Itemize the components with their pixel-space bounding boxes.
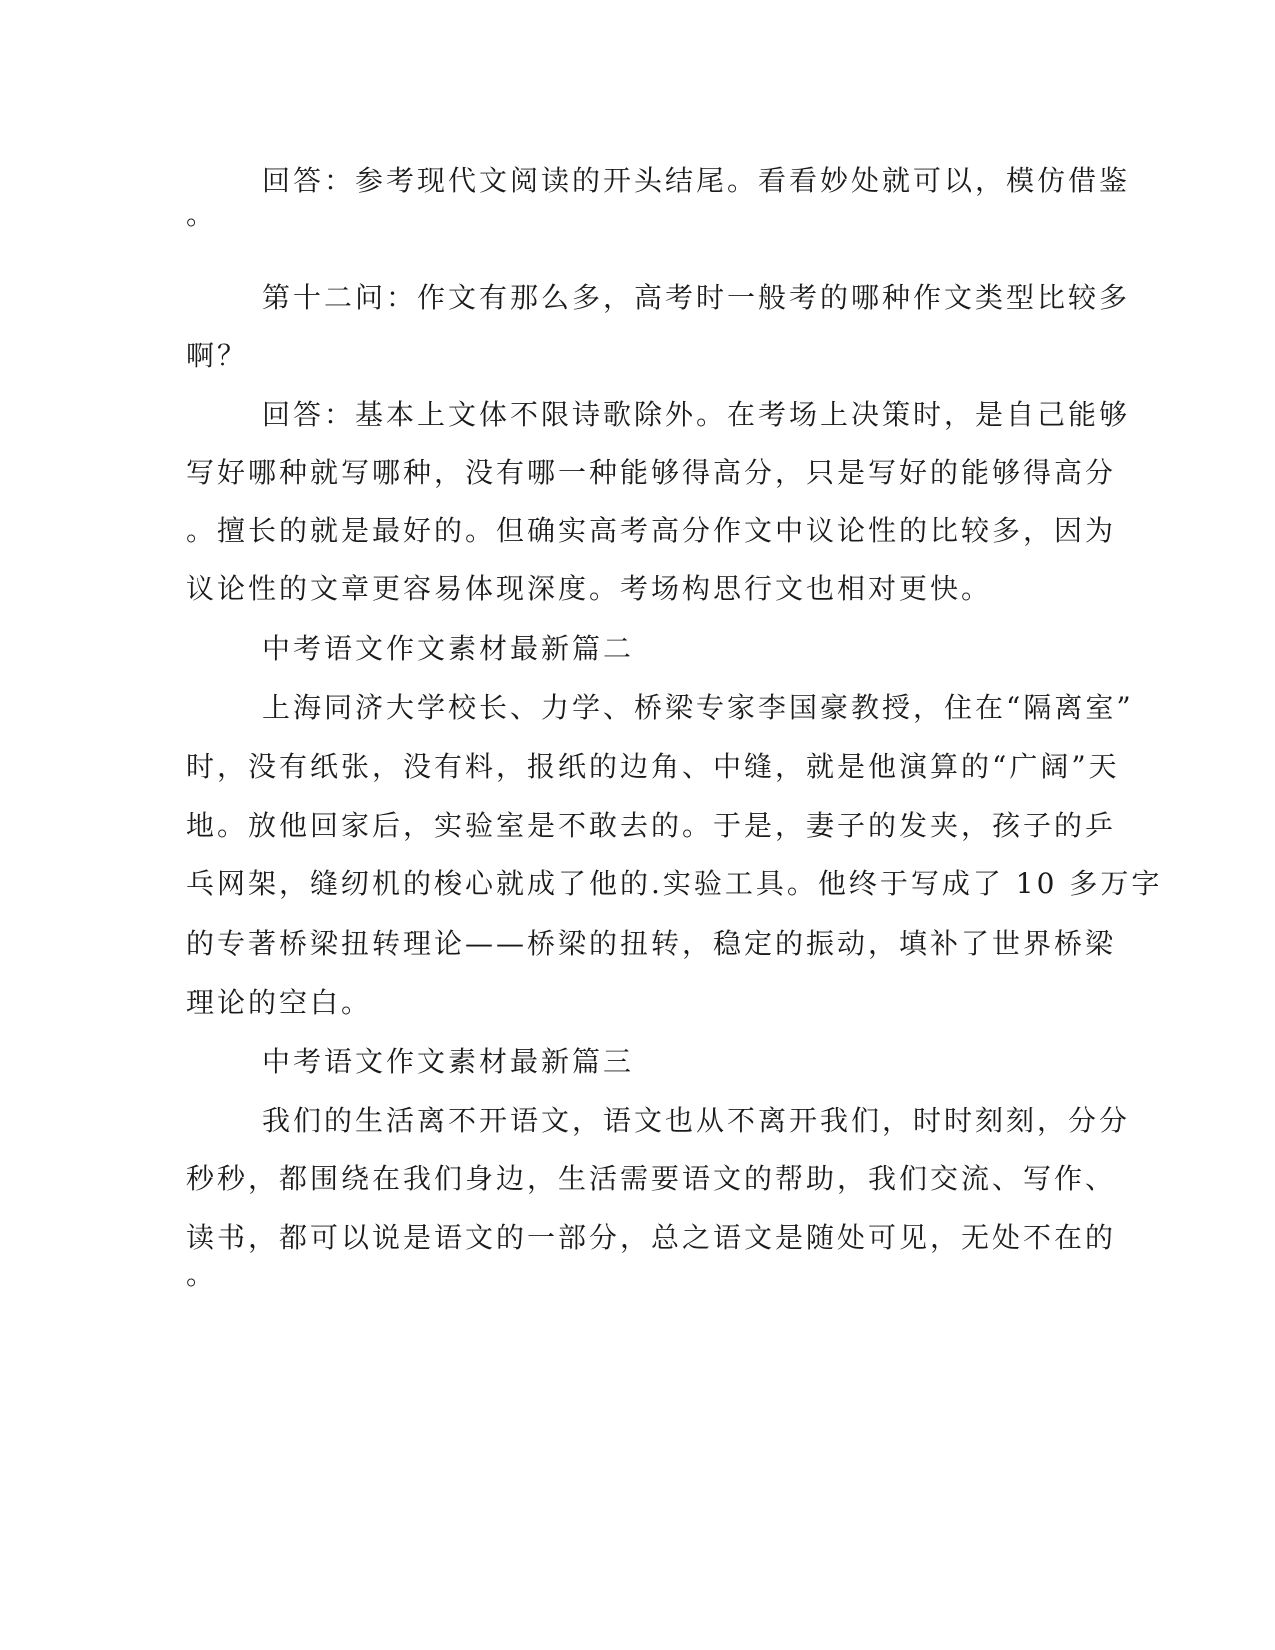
paragraph-part-2-line-4: 乓网架，缝纫机的梭心就成了他的.实验工具。他终于写成了 10 多万字 bbox=[186, 867, 1163, 900]
section-heading-part-2: 中考语文作文素材最新篇二 bbox=[262, 632, 635, 665]
paragraph-question-12-line-2: 啊？ bbox=[186, 339, 249, 372]
paragraph-answer-12-line-3: 。擅长的就是最好的。但确实高考高分作文中议论性的比较多，因为 bbox=[186, 514, 1117, 547]
paragraph-part-2-line-6: 理论的空白。 bbox=[186, 986, 373, 1019]
paragraph-question-12-line-1: 第十二问：作文有那么多，高考时一般考的哪种作文类型比较多 bbox=[262, 281, 1131, 314]
paragraph-answer-12-line-4: 议论性的文章更容易体现深度。考场构思行文也相对更快。 bbox=[186, 572, 993, 605]
paragraph-answer-12-line-1: 回答：基本上文体不限诗歌除外。在考场上决策时，是自己能够 bbox=[262, 398, 1131, 431]
paragraph-answer-11-line-1: 回答：参考现代文阅读的开头结尾。看看妙处就可以，模仿借鉴 bbox=[262, 164, 1131, 197]
paragraph-part-3-line-4: 。 bbox=[186, 1258, 218, 1291]
paragraph-part-2-line-3: 地。放他回家后，实验室是不敢去的。于是，妻子的发夹，孩子的乒 bbox=[186, 809, 1117, 842]
paragraph-part-3-line-2: 秒秒，都围绕在我们身边，生活需要语文的帮助，我们交流、写作、 bbox=[186, 1162, 1117, 1195]
paragraph-part-3-line-3: 读书，都可以说是语文的一部分，总之语文是随处可见，无处不在的 bbox=[186, 1221, 1117, 1254]
paragraph-part-2-line-2: 时，没有纸张，没有料，报纸的边角、中缝，就是他演算的“广阔”天 bbox=[186, 750, 1120, 783]
section-heading-part-3: 中考语文作文素材最新篇三 bbox=[262, 1045, 635, 1078]
paragraph-part-3-line-1: 我们的生活离不开语文，语文也从不离开我们，时时刻刻，分分 bbox=[262, 1104, 1131, 1137]
paragraph-part-2-line-5: 的专著桥梁扭转理论——桥梁的扭转，稳定的振动，填补了世界桥梁 bbox=[186, 927, 1117, 960]
paragraph-answer-11-line-2: 。 bbox=[186, 198, 218, 231]
paragraph-part-2-line-1: 上海同济大学校长、力学、桥梁专家李国豪教授，住在“隔离室” bbox=[262, 691, 1134, 724]
paragraph-answer-12-line-2: 写好哪种就写哪种，没有哪一种能够得高分，只是写好的能够得高分 bbox=[186, 456, 1117, 489]
